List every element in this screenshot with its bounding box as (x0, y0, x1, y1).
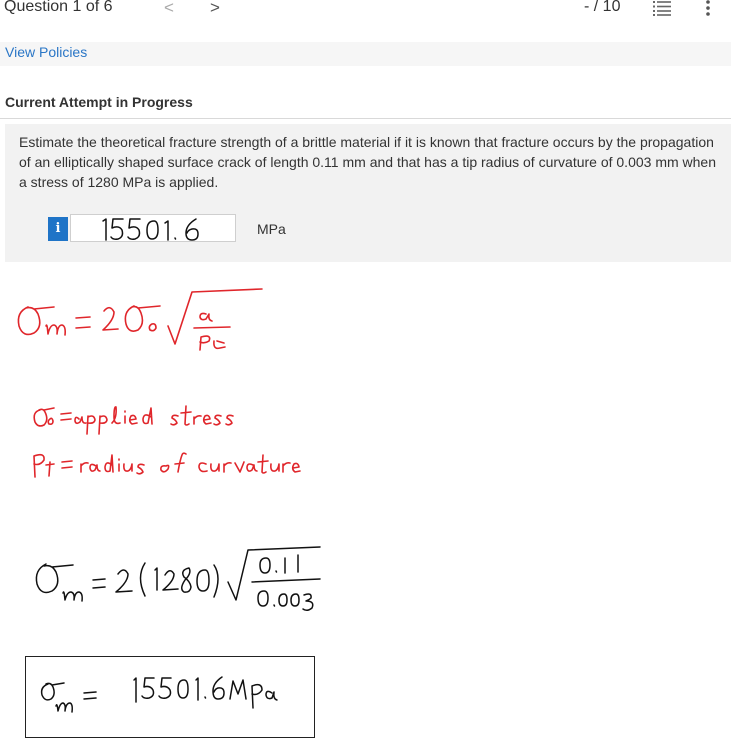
answer-handwriting (71, 215, 237, 243)
definition-2-handwriting (34, 453, 300, 477)
formula-handwriting (18, 289, 262, 350)
view-policies-link[interactable]: View Policies (5, 44, 88, 60)
final-answer-box (25, 656, 315, 738)
substitution-handwriting (36, 547, 320, 610)
question-header (0, 0, 731, 22)
definition-1-handwriting (34, 406, 233, 434)
attempt-heading: Current Attempt in Progress (5, 94, 193, 110)
info-icon[interactable]: i (48, 217, 68, 241)
more-vertical-icon[interactable] (705, 0, 711, 16)
question-counter: Question 1 of 6 (4, 0, 113, 15)
divider (0, 118, 731, 119)
score-display: - / 10 (584, 0, 621, 15)
previous-question-button[interactable]: < (164, 0, 174, 17)
policies-bar (0, 42, 731, 66)
question-text: Estimate the theoretical fracture strength of a brittle material if it is known that fracture occurs by the propagation of an elliptically shaped surface crack of length 0.11 mm and that has a tip radius of curvature of 0.003 mm when a stress of 1280 MPa is applied. (19, 134, 717, 190)
answer-input[interactable] (70, 214, 236, 242)
next-question-button[interactable]: > (210, 0, 220, 17)
list-icon[interactable] (653, 0, 671, 16)
answer-unit: MPa (257, 221, 286, 237)
